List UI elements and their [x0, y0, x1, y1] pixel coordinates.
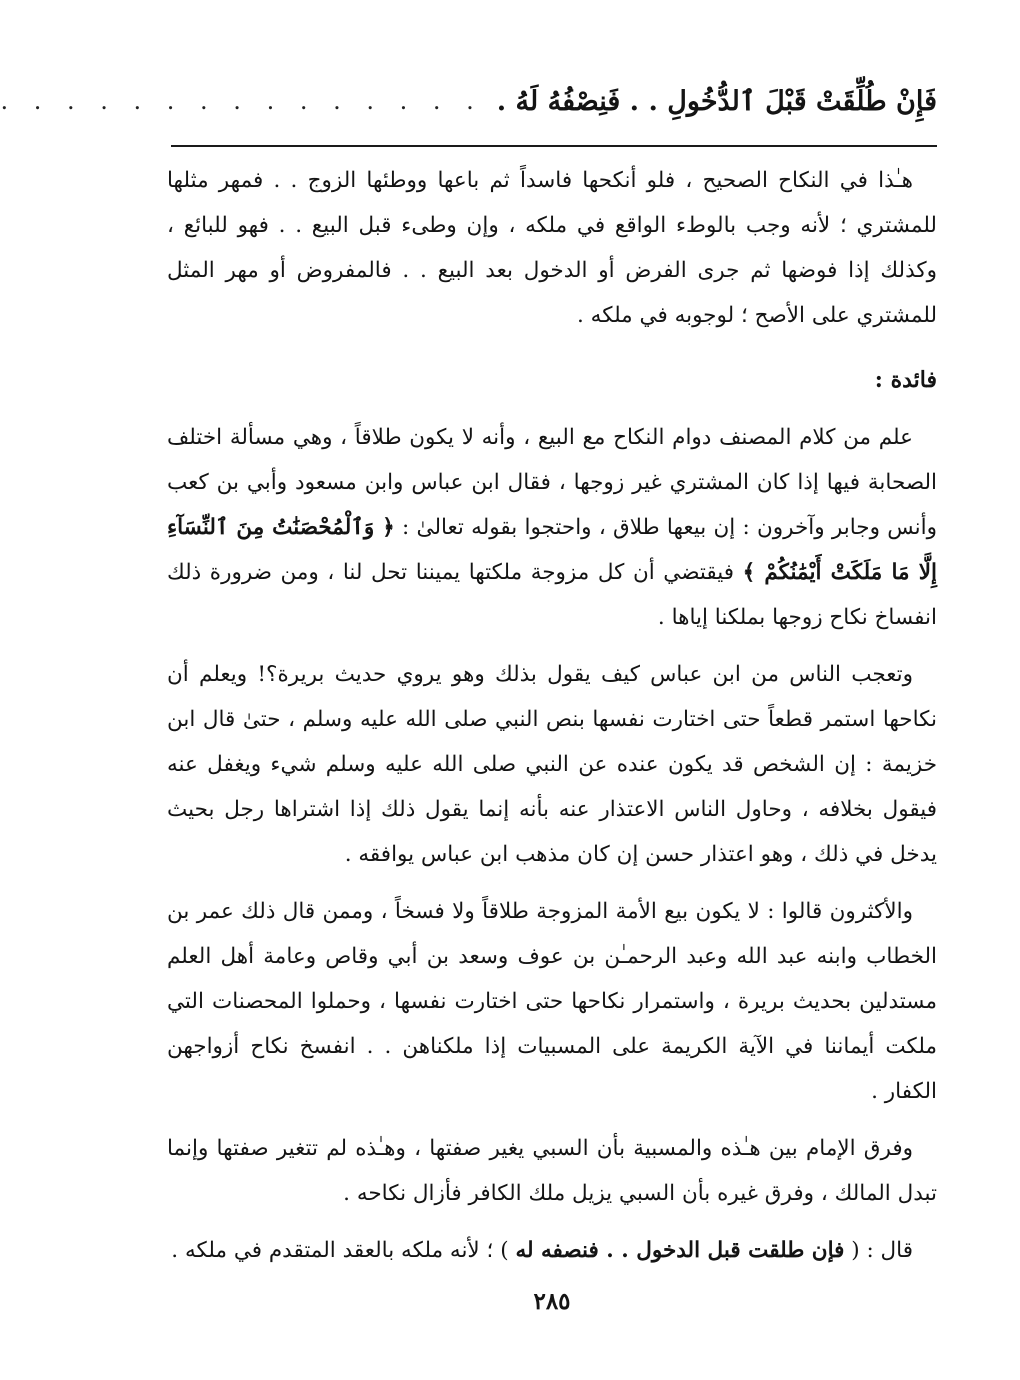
paragraph-3: وتعجب الناس من ابن عباس كيف يقول بذلك وهو يروي حديث بريرة؟! ويعلم أن نكاحها استمر قطعاً حتى اختارت نفسها بنص النبي صلى الله عليه وسلم ، حتىٰ قال ابن خزيمة : إن الشخص قد يكون عنده عن النبي صلى الله عليه وسلم شيء ويغفل عنه فيقول بخلافه ، وحاول الناس الاعتذار عنه بأنه إنما يقول ذلك إذا اشتراها رجل بحيث يدخل في ذلك ، وهو اعتذار حسن إن كان مذهب ابن عباس يوافقه . [167, 662, 937, 867]
running-header-dots: . . . . . . . . . . . . . . . [0, 87, 483, 115]
paragraph-2-text: علم من كلام المصنف دوام النكاح مع البيع ، وأنه لا يكون طلاقاً ، وهي مسألة اختلف الصحابة فيها إذا كان المشتري غير زوجها ، فقال ابن عباس وابن مسعود وأبي بن كعب وأنس وجابر وآخرون : إن بيعها طلاق ، واحتجوا بقوله تعالىٰ : [167, 425, 937, 540]
body-text [167, 158, 937, 1273]
quran-verse: ﴿ وَٱلْمُحْصَنَٰتُ مِنَ ٱلنِّسَآءِ إِلَّا مَا مَلَكَتْ أَيْمَٰنُكُمْ ﴾ [167, 515, 937, 585]
paragraph-2 [167, 415, 937, 640]
spacer [167, 338, 937, 358]
book-page [0, 60, 937, 1350]
paragraph-6-close: ) ؛ لأنه ملكه بالعقد المتقدم في ملكه . [171, 1238, 509, 1263]
matn-quote: فإن طلقت قبل الدخول . . فنصفه له [515, 1238, 845, 1263]
paragraph-6-lead: قال : ( [851, 1238, 913, 1263]
running-header [0, 72, 937, 130]
page-number: ٢٨٥ [533, 1288, 571, 1315]
spacer [167, 877, 937, 889]
spacer [167, 1216, 937, 1228]
paragraph-4: والأكثرون قالوا : لا يكون بيع الأمة المزوجة طلاقاً ولا فسخاً ، وممن قال ذلك عمر بن الخطاب وابنه عبد الله وعبد الرحمـٰن بن عوف وسعد بن أبي وقاص وعامة أهل العلم مستدلين بحديث بريرة ، واستمرار نكاحها حتى اختارت نفسها ، وحملوا المحصنات التي ملكت أيماننا في الآية الكريمة على المسبيات إذا ملكناهن . . انفسخ نكاح أزواجهن الكفار . [167, 899, 937, 1104]
paragraph-6 [167, 1228, 937, 1273]
spacer [167, 1114, 937, 1126]
running-header-title: فَإِنْ طُلِّقَتْ قَبْلَ ٱلدُّخُولِ . . فَنِصْفُهُ لَهُ . [496, 85, 937, 117]
spacer [167, 403, 937, 415]
paragraph-1: هـٰذا في النكاح الصحيح ، فلو أنكحها فاسداً ثم باعها ووطئها الزوج . . فمهر مثلها للمشتري ؛ لأنه وجب بالوطء الواقع في ملكه ، وإن وطىء قبل البيع . . فهو للبائع ، وكذلك إذا فوضها ثم جرى الفرض أو الدخول بعد البيع . . فالمفروض أو مهر المثل للمشتري على الأصح ؛ لوجوبه في ملكه . [167, 168, 937, 328]
header-rule [171, 145, 937, 147]
spacer [167, 640, 937, 652]
paragraph-5: وفرق الإمام بين هـٰذه والمسبية بأن السبي يغير صفتها ، وهـٰذه لم تتغير صفتها وإنما تبدل المالك ، وفرق غيره بأن السبي يزيل ملك الكافر فأزال نكاحه . [167, 1136, 937, 1206]
paragraph-2-continuation: فيقتضي أن كل مزوجة ملكتها يميننا تحل لنا ، ومن ضرورة ذلك انفساخ نكاح زوجها بملكنا إياها . [167, 560, 937, 630]
section-heading-benefit: فائدة : [874, 367, 937, 393]
